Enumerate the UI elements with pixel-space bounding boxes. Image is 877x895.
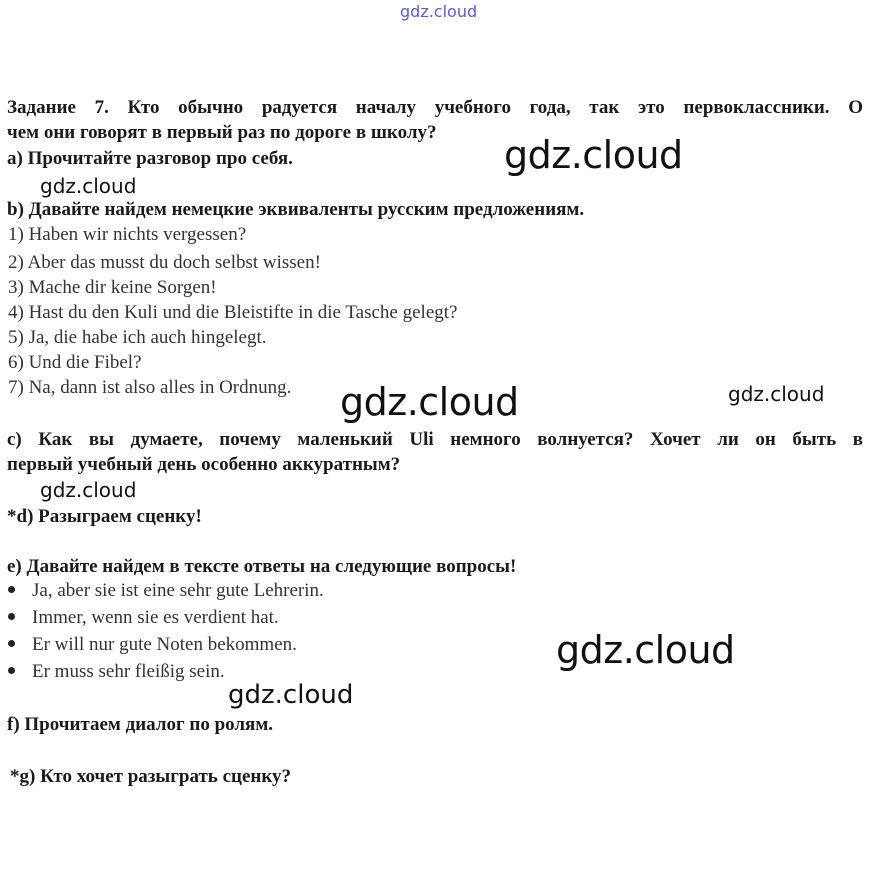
list-item: 3) Mache dir keine Sorgen!	[8, 277, 217, 298]
task-title-line-2: чем они говорят в первый раз по дороге в школу?	[7, 122, 437, 143]
list-item: 5) Ja, die habe ich auch hingelegt.	[8, 327, 267, 348]
watermark: gdz.cloud	[40, 478, 137, 502]
watermark: gdz.cloud	[556, 628, 735, 672]
subtask-c-line-2: первый учебный день особенно аккуратным?	[7, 454, 401, 475]
subtask-c-line-1: c) Как вы думаете, почему маленький Uli немного волнуется? Хочет ли он быть в	[7, 429, 863, 450]
list-item: 7) Na, dann ist also alles in Ordnung.	[8, 377, 292, 398]
task-title-line-1: Задание 7. Кто обычно радуется началу учебного года, так это первоклассники. О	[7, 97, 863, 118]
bullet-icon	[8, 667, 15, 674]
subtask-e: e) Давайте найдем в тексте ответы на следующие вопросы!	[7, 556, 517, 577]
list-item: 1) Haben wir nichts vergessen?	[8, 224, 247, 245]
list-item-text: Er muss sehr fleißig sein.	[32, 661, 225, 682]
list-item: 2) Aber das musst du doch selbst wissen!	[8, 252, 321, 273]
list-item: 4) Hast du den Kuli und die Bleistifte in die Tasche gelegt?	[8, 302, 458, 323]
list-item	[8, 580, 324, 602]
watermark: gdz.cloud	[340, 380, 519, 424]
watermark: gdz.cloud	[228, 680, 354, 710]
subtask-d: *d) Разыграем сценку!	[7, 506, 202, 527]
list-item-text: Immer, wenn sie es verdient hat.	[32, 607, 279, 628]
subtask-f: f) Прочитаем диалог по ролям.	[7, 714, 274, 735]
watermark: gdz.cloud	[504, 133, 683, 177]
subtask-b: b) Давайте найдем немецкие эквиваленты русским предложениям.	[7, 199, 585, 220]
list-item	[8, 634, 297, 656]
subtask-a: a) Прочитайте разговор про себя.	[7, 148, 293, 169]
bullet-icon	[8, 586, 15, 593]
watermark: gdz.cloud	[40, 174, 137, 198]
list-item	[8, 607, 279, 629]
bullet-icon	[8, 613, 15, 620]
site-brand: gdz.cloud	[400, 2, 478, 21]
watermark: gdz.cloud	[728, 382, 825, 406]
list-item-text: Ja, aber sie ist eine sehr gute Lehrerin.	[32, 580, 324, 601]
list-item	[8, 661, 225, 683]
subtask-g: *g) Кто хочет разыграть сценку?	[10, 766, 292, 787]
list-item-text: Er will nur gute Noten bekommen.	[32, 634, 297, 655]
list-item: 6) Und die Fibel?	[8, 352, 142, 373]
bullet-icon	[8, 640, 15, 647]
